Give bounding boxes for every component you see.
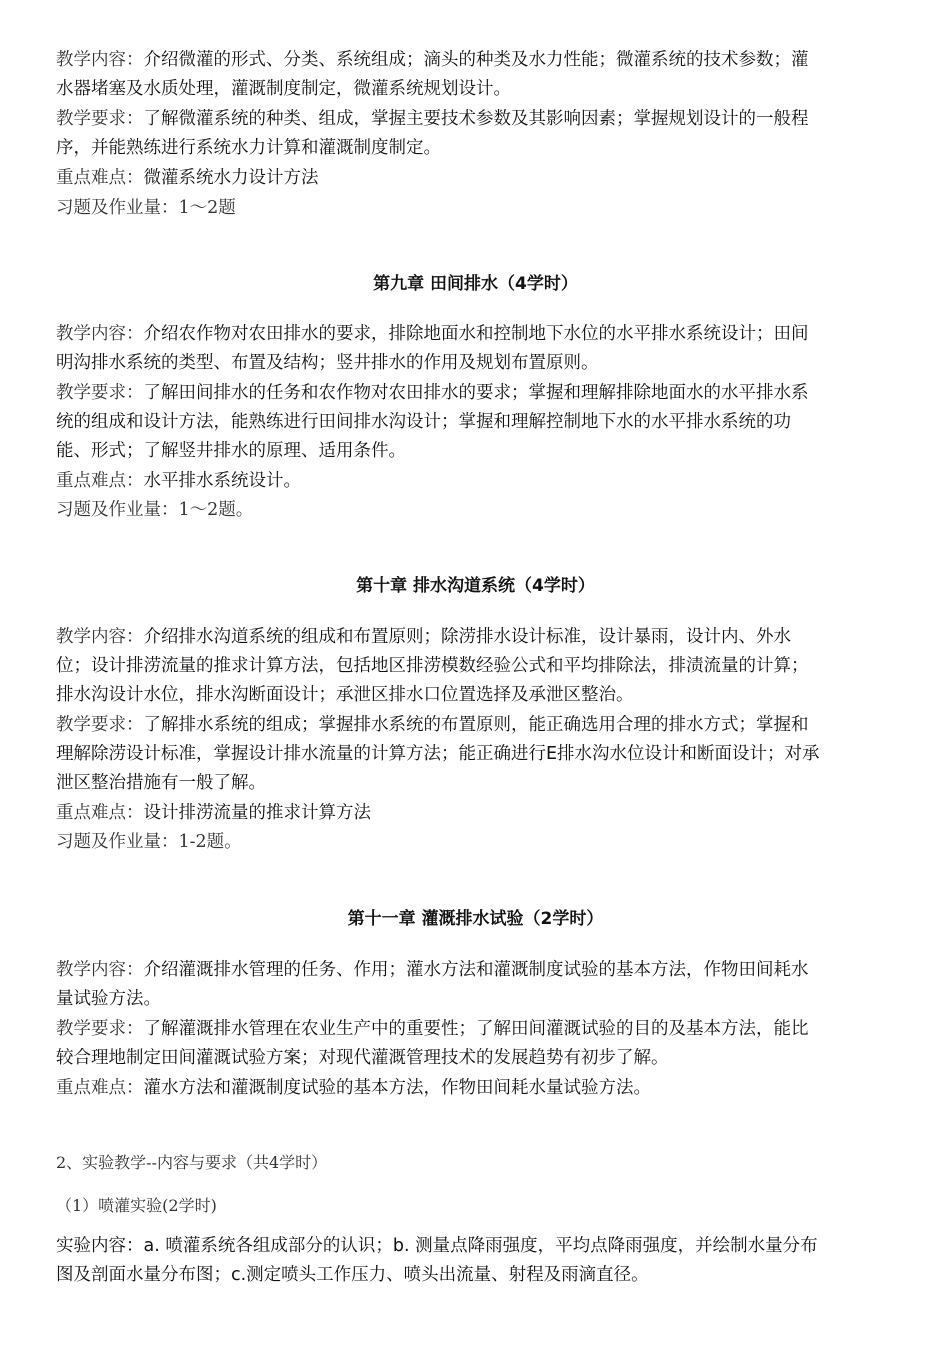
ch11-key-points-text: 灌水方法和灌溉制度试验的基本方法，作物田间耗水量试验方法。 xyxy=(143,1078,651,1098)
exercises-label: 习题及作业量： xyxy=(56,500,179,520)
ch8-requirement-text-2: 序，并能熟练进行系统水力计算和灌溉制度制定。 xyxy=(56,138,441,158)
ch11-content-text-1: 介绍灌溉排水管理的任务、作用；灌水方法和灌溉制度试验的基本方法，作物田间耗水 xyxy=(143,960,809,980)
lab-subsection-title: （1）喷灌实验(2学时) xyxy=(56,1196,217,1215)
ch8-content-line-2 xyxy=(56,75,896,103)
ch9-content-text-2: 明沟排水系统的类型、布置及结构；竖井排水的作用及规划布置原则。 xyxy=(56,353,599,373)
ch8-content-text-2: 水器堵塞及水质处理，灌溉制度制定，微灌系统规划设计。 xyxy=(56,79,511,99)
ch10-content-line-2 xyxy=(56,652,896,680)
ch10-requirement-text-1: 了解排水系统的组成；掌握排水系统的布置原则，能正确选用合理的排水方式；掌握和 xyxy=(143,715,809,735)
ch8-key-points-line xyxy=(56,164,896,192)
ch10-content-text-3: 排水沟设计水位，排水沟断面设计；承泄区排水口位置选择及承泄区整治。 xyxy=(56,685,634,705)
content-label: 教学内容： xyxy=(56,324,144,344)
ch10-content-line-1 xyxy=(56,623,896,651)
lab-content-label: 实验内容： xyxy=(56,1236,144,1256)
ch9-requirement-line-3 xyxy=(56,437,896,465)
content-label: 教学内容： xyxy=(56,960,144,980)
ch10-content-line-3 xyxy=(56,681,896,709)
lab-content-line-2 xyxy=(56,1261,896,1289)
ch9-exercises-text: 1～2题。 xyxy=(178,500,254,520)
ch10-requirement-line-3 xyxy=(56,769,896,797)
ch9-content-text-1: 介绍农作物对农田排水的要求，排除地面水和控制地下水位的水平排水系统设计；田间 xyxy=(143,324,809,344)
ch9-key-points-line xyxy=(56,467,896,495)
ch8-content-line-1 xyxy=(56,46,896,74)
ch8-exercises-text: 1～2题 xyxy=(178,198,236,218)
content-label: 教学内容： xyxy=(56,50,144,70)
ch9-content-line-1 xyxy=(56,320,896,348)
ch11-content-line-1 xyxy=(56,956,896,984)
ch9-requirement-text-3: 能、形式；了解竖井排水的原理、适用条件。 xyxy=(56,441,406,461)
ch8-requirement-line-1 xyxy=(56,105,896,133)
ch9-requirement-text-1: 了解田间排水的任务和农作物对农田排水的要求；掌握和理解排除地面水的水平排水系 xyxy=(143,383,809,403)
chapter-11-title: 第十一章 灌溉排水试验（2学时） xyxy=(347,909,604,929)
ch10-content-text-2: 位；设计排涝流量的推求计算方法，包括地区排涝模数经验公式和平均排除法，排渍流量的计算； xyxy=(56,656,809,676)
ch10-key-points-line xyxy=(56,799,896,827)
ch8-content-text-1: 介绍微灌的形式、分类、系统组成；滴头的种类及水力性能；微灌系统的技术参数；灌 xyxy=(143,50,809,70)
ch11-requirement-text-2: 较合理地制定田间灌溉试验方案；对现代灌溉管理技术的发展趋势有初步了解。 xyxy=(56,1048,669,1068)
lab-content-line-1 xyxy=(56,1232,896,1260)
key-points-label: 重点难点： xyxy=(56,1078,144,1098)
ch9-requirement-line-2 xyxy=(56,408,896,436)
lab-section-title: 2、实验教学--内容与要求（共4学时） xyxy=(56,1153,328,1172)
chapter-10-title: 第十章 排水沟道系统（4学时） xyxy=(356,576,595,596)
ch11-requirement-line-2 xyxy=(56,1044,896,1072)
exercises-label: 习题及作业量： xyxy=(56,832,179,852)
ch10-key-points-text: 设计排涝流量的推求计算方法 xyxy=(143,803,371,823)
content-label: 教学内容： xyxy=(56,627,144,647)
key-points-label: 重点难点： xyxy=(56,168,144,188)
ch9-key-points-text: 水平排水系统设计。 xyxy=(143,471,301,491)
ch9-exercises-line xyxy=(56,496,896,524)
ch8-requirement-text-1: 了解微灌系统的种类、组成，掌握主要技术参数及其影响因素；掌握规划设计的一般程 xyxy=(143,109,809,129)
ch8-key-points-text: 微灌系统水力设计方法 xyxy=(143,168,319,188)
ch10-requirement-text-2: 理解除涝设计标准，掌握设计排水流量的计算方法；能正确进行E排水沟水位设计和断面设计；对承 xyxy=(56,744,820,764)
lab-content-text-1: a. 喷灌系统各组成部分的认识；b. 测量点降雨强度，平均点降雨强度，并绘制水量分布 xyxy=(143,1236,818,1256)
chapter-9-title: 第九章 田间排水（4学时） xyxy=(373,274,578,294)
lab-content-text-2: 图及剖面水量分布图；c.测定喷头工作压力、喷头出流量、射程及雨滴直径。 xyxy=(56,1265,649,1285)
key-points-label: 重点难点： xyxy=(56,471,144,491)
ch10-requirement-text-3: 泄区整治措施有一般了解。 xyxy=(56,773,266,793)
ch8-requirement-line-2 xyxy=(56,134,896,162)
ch9-content-line-2 xyxy=(56,349,896,377)
ch11-requirement-text-1: 了解灌溉排水管理在农业生产中的重要性；了解田间灌溉试验的目的及基本方法，能比 xyxy=(143,1019,809,1039)
ch11-key-points-line xyxy=(56,1074,896,1102)
requirement-label: 教学要求： xyxy=(56,1019,144,1039)
ch10-content-text-1: 介绍排水沟道系统的组成和布置原则；除涝排水设计标准，设计暴雨，设计内、外水 xyxy=(143,627,791,647)
ch10-requirement-line-2 xyxy=(56,740,896,768)
ch9-requirement-text-2: 统的组成和设计方法，能熟练进行田间排水沟设计；掌握和理解控制地下水的水平排水系统的功 xyxy=(56,412,791,432)
ch8-exercises-line xyxy=(56,194,896,222)
ch11-requirement-line-1 xyxy=(56,1015,896,1043)
requirement-label: 教学要求： xyxy=(56,715,144,735)
exercises-label: 习题及作业量： xyxy=(56,198,179,218)
requirement-label: 教学要求： xyxy=(56,383,144,403)
ch9-requirement-line-1 xyxy=(56,379,896,407)
key-points-label: 重点难点： xyxy=(56,803,144,823)
ch11-content-line-2 xyxy=(56,985,896,1013)
ch10-exercises-line xyxy=(56,828,896,856)
ch11-content-text-2: 量试验方法。 xyxy=(56,989,161,1009)
ch10-exercises-text: 1-2题。 xyxy=(178,832,242,852)
requirement-label: 教学要求： xyxy=(56,109,144,129)
ch10-requirement-line-1 xyxy=(56,711,896,739)
